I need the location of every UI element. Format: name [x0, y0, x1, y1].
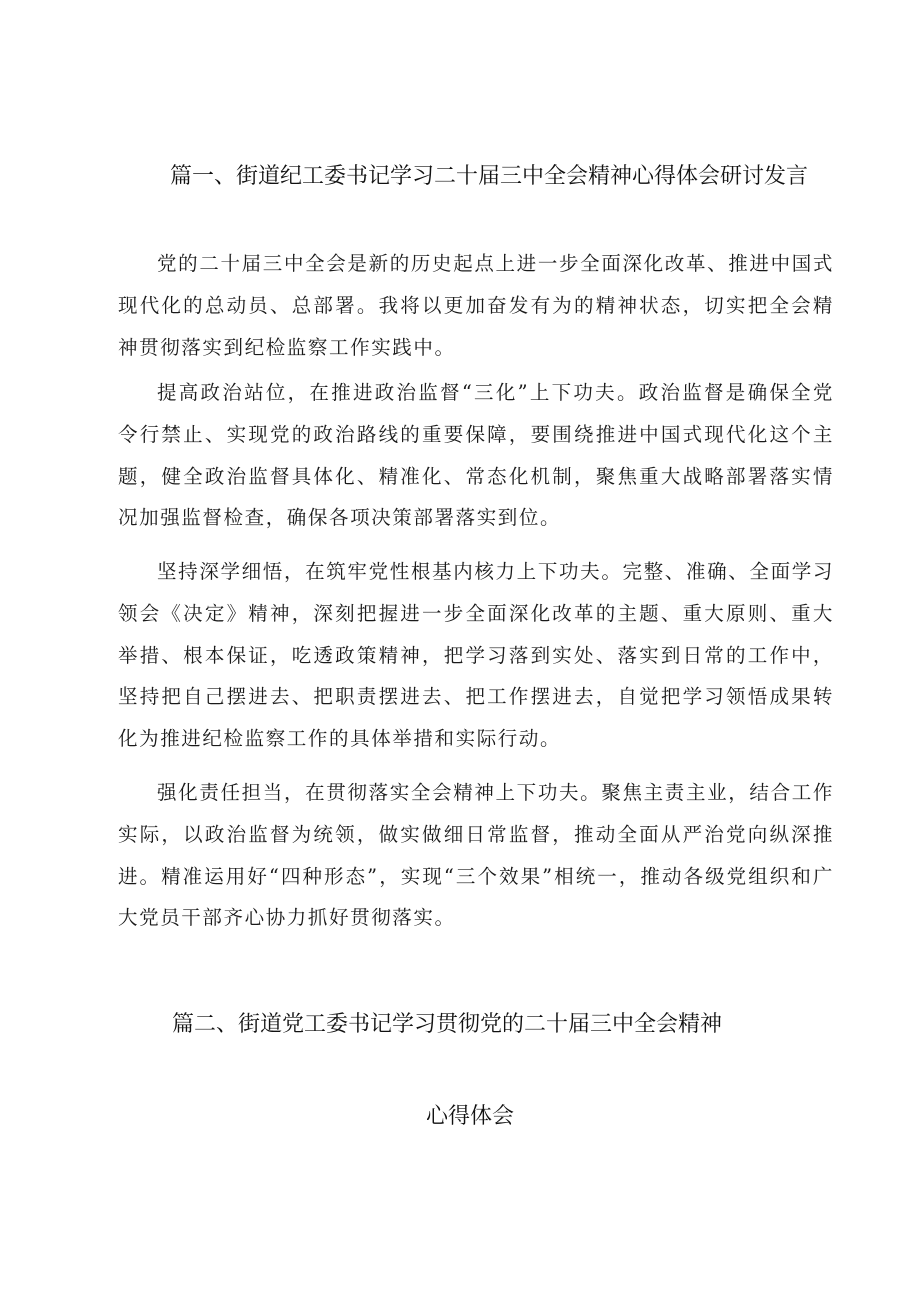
paragraph-text: 提高政治站位，在推进政治监督“三化”上下功夫。政治监督是确保全党令行禁止、实现党的政治路线的重要保障，要围绕推进中国式现代化这个主题，健全政治监督具体化、精准化、常态化机制，聚焦重大战略部署落实情况加强监督检查，确保各项决策部署落实到位。 — [118, 381, 834, 530]
paragraph-text: 强化责任担当，在贯彻落实全会精神上下功夫。聚焦主责主业，结合工作实际，以政治监督为统领，做实做细日常监督，推动全面从严治党向纵深推进。精准运用好“四种形态”，实现“三个效果”相统一，推动各级党组织和广大党员干部齐心协力抓好贯彻落实。 — [118, 781, 834, 930]
paragraph-2 — [118, 372, 834, 539]
article-title-1: 篇一、街道纪工委书记学习二十届三中全会精神心得体会研讨发言 — [170, 164, 809, 189]
paragraph-3 — [118, 551, 834, 760]
paragraph-text: 坚持深学细悟，在筑牢党性根基内核力上下功夫。完整、准确、全面学习领会《决定》精神，深刻把握进一步全面深化改革的主题、重大原则、重大举措、根本保证，吃透政策精神，把学习落到实处、落实到日常的工作中，坚持把自己摆进去、把职责摆进去、把工作摆进去，自觉把学习领悟成果转化为推进纪检监察工作的具体举措和实际行动。 — [118, 560, 834, 751]
paragraph-1 — [118, 243, 834, 368]
paragraph-text: 党的二十届三中全会是新的历史起点上进一步全面深化改革、推进中国式现代化的总动员、总部署。我将以更加奋发有为的精神状态，切实把全会精神贯彻落实到纪检监察工作实践中。 — [118, 252, 834, 359]
paragraph-4 — [118, 772, 834, 939]
article-title-2-line-2: 心得体会 — [425, 1104, 514, 1129]
article-title-2-line-1: 篇二、街道党工委书记学习贯彻党的二十届三中全会精神 — [172, 1012, 723, 1037]
